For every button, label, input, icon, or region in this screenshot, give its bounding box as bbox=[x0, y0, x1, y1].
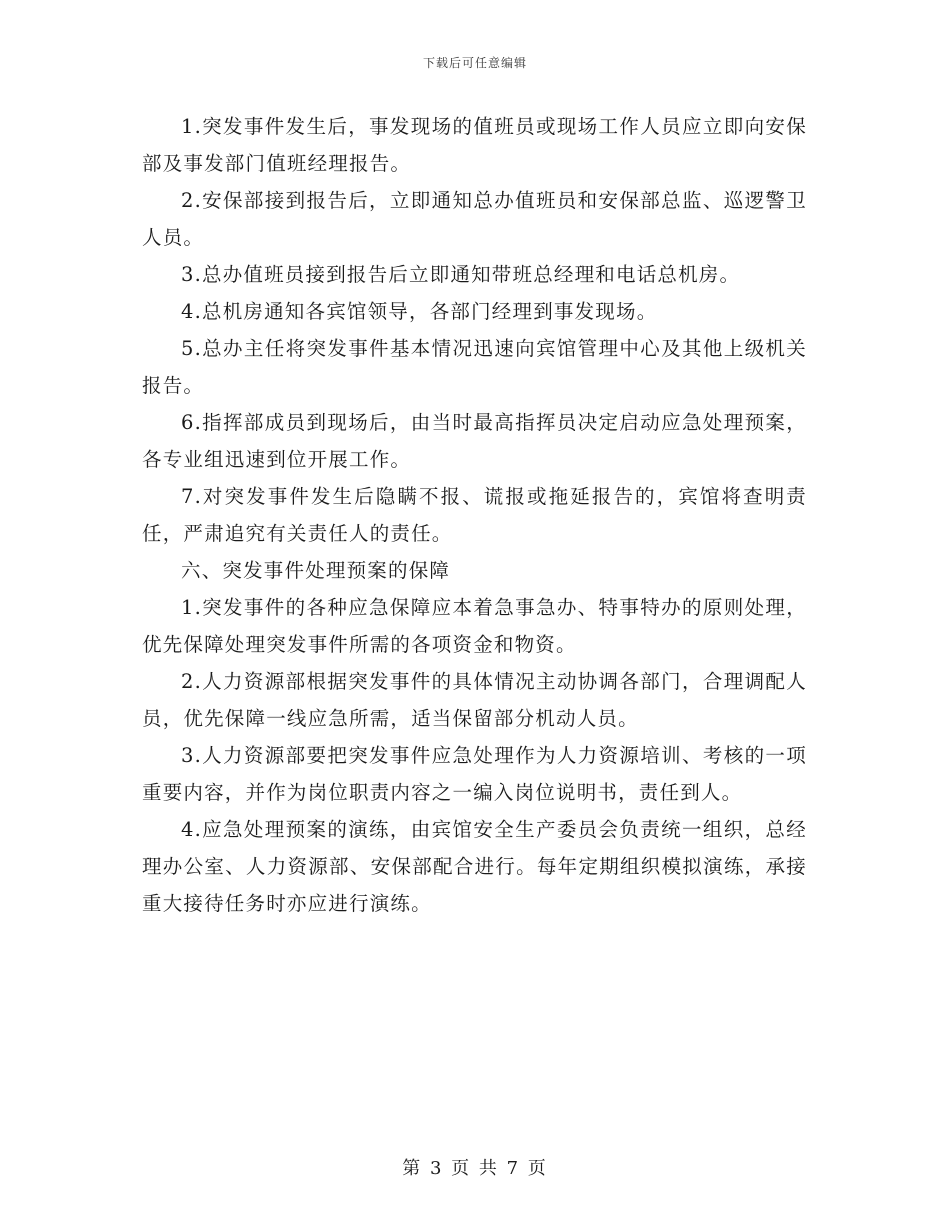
paragraph-command-start: 6.指挥部成员到现场后，由当时最高指挥员决定启动应急处理预案，各专业组迅速到位开展工作。 bbox=[142, 411, 807, 471]
paragraph-guarantee-staff: 2.人力资源部根据突发事件的具体情况主动协调各部门，合理调配人员，优先保障一线应急所需，适当保留部分机动人员。 bbox=[142, 670, 807, 730]
paragraph-accountability: 7.对突发事件发生后隐瞒不报、谎报或拖延报告的，宾馆将查明责任，严肃追究有关责任人的责任。 bbox=[142, 485, 807, 545]
document-body bbox=[142, 108, 807, 922]
page-number: 第 3 页 共 7 页 bbox=[402, 1158, 548, 1179]
paragraph-security-notify: 2.安保部接到报告后，立即通知总办值班员和安保部总监、巡逻警卫人员。 bbox=[142, 189, 807, 249]
paragraph-guarantee-training: 3.人力资源部要把突发事件应急处理作为人力资源培训、考核的一项重要内容，并作为岗位职责内容之一编入岗位说明书，责任到人。 bbox=[142, 744, 807, 804]
paragraph-guarantee-drill: 4.应急处理预案的演练，由宾馆安全生产委员会负责统一组织，总经理办公室、人力资源部、安保部配合进行。每年定期组织模拟演练，承接重大接待任务时亦应进行演练。 bbox=[142, 818, 807, 915]
paragraph-guarantee-funds: 1.突发事件的各种应急保障应本着急事急办、特事特办的原则处理，优先保障处理突发事件所需的各项资金和物资。 bbox=[142, 596, 807, 656]
paragraph-report-scene: 1.突发事件发生后，事发现场的值班员或现场工作人员应立即向安保部及事发部门值班经理报告。 bbox=[142, 115, 807, 175]
paragraph-switchboard: 4.总机房通知各宾馆领导，各部门经理到事发现场。 bbox=[181, 300, 658, 323]
paragraph-director-report: 5.总办主任将突发事件基本情况迅速向宾馆管理中心及其他上级机关报告。 bbox=[142, 337, 807, 397]
paragraph-duty-officer: 3.总办值班员接到报告后立即通知带班总经理和电话总机房。 bbox=[181, 263, 741, 286]
page-header: 下载后可任意编辑 bbox=[422, 56, 527, 70]
section-heading-guarantee: 六、突发事件处理预案的保障 bbox=[181, 559, 451, 582]
